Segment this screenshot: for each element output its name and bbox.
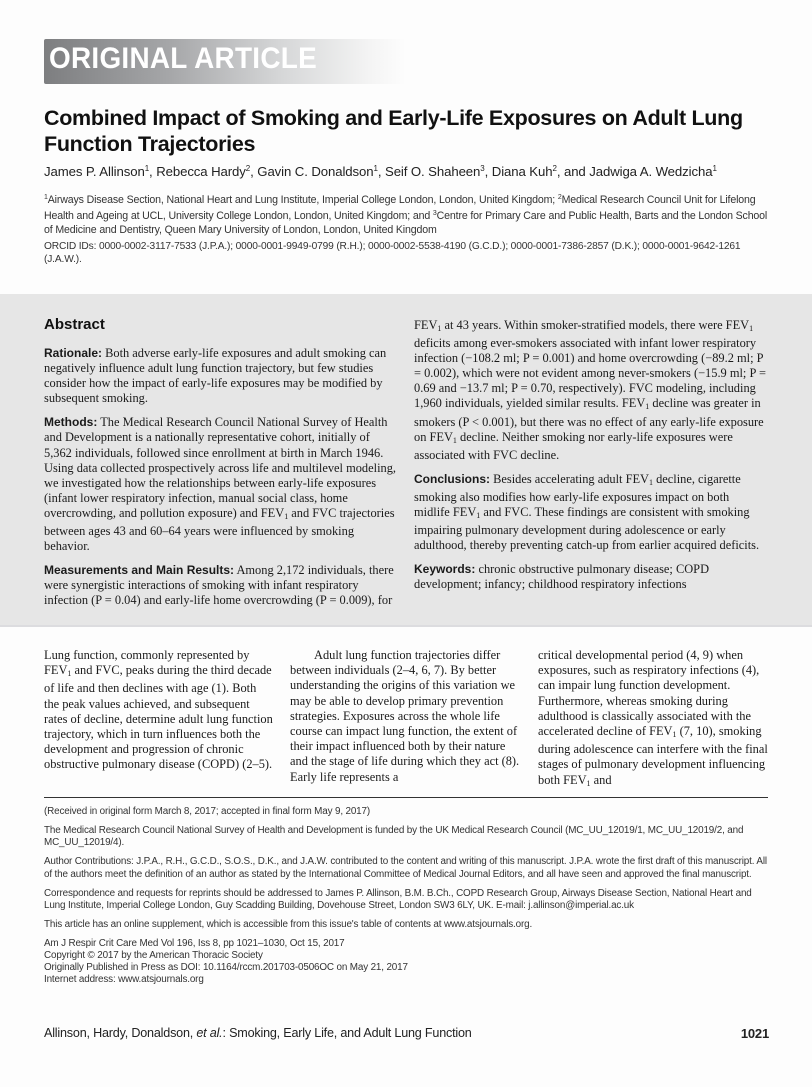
body-paragraph: Adult lung function trajectories differ between individuals (2–4, 6, 7). By better understanding the origins of this variation we may be able to develop primary prevention strategies. Exposures across the whole life course can impact lung function, the extent of their impact influenced both by their nature and the stage of life during which they act (8). Early life represents a: [290, 648, 520, 784]
abstract-results: Measurements and Main Results: Among 2,172 individuals, there were synergistic interactions of smoking with infant respiratory infection (P = 0.04) and early-life home overcrowding (P = 0.009), for: [44, 563, 394, 608]
author-list: [44, 164, 784, 179]
abstract-results-continued: $FEV_1$ at 43 years. Within smoker-stratified models, there were $FEV_1$ deficits among ever-smokers associated with infant lower respiratory infection (−108.2 ml; P = 0.001) and home overcrowding (−89.2 ml; P = 0.002), which were not evident among never-smokers (−15.9 ml; P = 0.69 and −13.7 ml; P = 0.70, respectively). FVC modeling, including 1,960 individuals, yielded similar results. $FEV_1$ decline was greater in smokers (P < 0.001), but there was no effect of any early-life exposure on $FEV_1$ decline. Neither smoking nor early-life exposures were associated with FVC decline.: [414, 318, 766, 462]
citation-line: Am J Respir Crit Care Med Vol 196, Iss 8, pp 1021–1030, Oct 15, 2017: [44, 937, 345, 949]
citation-line: Internet address: www.atsjournals.org: [44, 973, 204, 985]
page-number: 1021: [740, 1026, 769, 1041]
body-column-3: [538, 648, 768, 791]
article-type-label: ORIGINAL ARTICLE: [49, 42, 317, 75]
correspondence-note: Correspondence and requests for reprints should be addressed to James P. Allinson, B.M. B.Ch., COPD Research Group, Airways Disease Section, National Heart and Lung Institute, Imperial College London, Guy Scadding Building, Dovehouse Street, London SW3 6LY, UK. E-mail: j.allinson@imperial.ac.uk: [44, 887, 752, 911]
abstract-methods: Methods: The Medical Research Council National Survey of Health and Development is a nationally representative cohort, initially of 5,362 individuals, followed since enrollment at birth in March 1946. Using data collected prospectively across life and multilevel modeling, we investigated how the relationships between early-life exposures (infant lower respiratory infection, manual social class, home overcrowding, and pollution exposure) and $FEV_1$ and FVC trajectories between ages 43 and 60–64 years were influenced by smoking behavior.: [44, 415, 396, 554]
article-type-banner: [44, 39, 406, 84]
footer-short-title: : Smoking, Early Life, and Adult Lung Function: [222, 1026, 472, 1040]
body-paragraph: Lung function, commonly represented by $FEV_1$ and FVC, peaks during the third decade of life and then declines with age (1). Both the peak values achieved, and subsequent rates of decline, determine adult lung function trajectory, which in turn influences both the development and progression of chronic obstructive pulmonary disease (COPD) (2–5).: [44, 648, 273, 772]
abstract-column-left: [44, 346, 398, 618]
citation-block: [44, 938, 774, 986]
article-title: Combined Impact of Smoking and Early-Life Exposures on Adult Lung Function Trajectories: [44, 106, 743, 156]
abstract-conclusions: Conclusions: Besides accelerating adult $FEV_1$ decline, cigarette smoking also modifies how early-life exposures impact on both midlife $FEV_1$ and FVC. These findings are consistent with smoking impairing pulmonary development during adolescence or early adulthood, thereby preventing catch-up from earlier acquired deficits.: [414, 471, 760, 553]
body-paragraph: critical developmental period (4, 9) when exposures, such as respiratory infections (4), can impair lung function development. Furthermore, whereas smoking during adulthood is classically associated with the accelerated decline of $FEV_1$ (7, 10), smoking during adolescence can interfere with the final stages of pulmonary development influencing both $FEV_1$ and: [538, 648, 768, 788]
abstract-column-right: [414, 318, 768, 602]
received-dates: (Received in original form March 8, 2017; accepted in final form May 9, 2017): [44, 806, 371, 817]
author: Jadwiga A. Wedzicha$^1$: [589, 164, 717, 179]
author: Seif O. Shaheen$^3$,: [385, 164, 492, 179]
body-column-1: [44, 648, 274, 773]
running-footer: [44, 1026, 769, 1040]
abstract-rationale: Rationale: Both adverse early-life exposures and adult smoking can negatively influence adult lung function trajectory, but few studies consider how the impact of early-life exposures may be modified by subsequent smoking.: [44, 346, 387, 406]
footnotes: [44, 806, 774, 986]
citation-line: Originally Published in Press as DOI: 10.1164/rccm.201703-0506OC on May 21, 2017: [44, 961, 408, 973]
citation-line: Copyright © 2017 by the American Thoracic Society: [44, 949, 263, 961]
abstract-heading: Abstract: [44, 316, 105, 333]
orcid-ids: ORCID IDs: 0000-0002-3117-7533 (J.P.A.); 0000-0001-9949-0799 (R.H.); 0000-0002-5538-4190 (G.C.D.); 0000-0001-7386-2857 (D.K.); 0000-0001-9642-1261 (J.A.W.).: [44, 241, 741, 266]
supplement-note: This article has an online supplement, which is accessible from this issue's table of contents at www.atsjournals.org.: [44, 918, 533, 930]
abstract-section: [0, 294, 812, 627]
author-contributions: Author Contributions: J.P.A., R.H., G.C.D., S.O.S., D.K., and J.A.W. contributed to the content and writing of this manuscript. J.P.A. wrote the first draft of this manuscript. All of the authors meet the definition of an author as stated by the International Committee of Medical Journal Editors, and all have seen and approved the final manuscript.: [44, 856, 767, 880]
author: James P. Allinson$^1$,: [44, 164, 157, 179]
funding-note: The Medical Research Council National Survey of Health and Development is funded by the UK Medical Research Council (MC_UU_12019/1, MC_UU_12019/2, and MC_UU_12019/4).: [44, 824, 744, 849]
footer-etal: et al.: [196, 1026, 223, 1040]
footer-authors: Allinson, Hardy, Donaldson,: [44, 1026, 197, 1040]
abstract-keywords: Keywords: chronic obstructive pulmonary disease; COPD development; infancy; childhood respiratory infections: [414, 562, 710, 592]
affiliations: $^1$Airways Disease Section, National Heart and Lung Institute, Imperial College London, London, United Kingdom; $^2$Medical Research Council Unit for Lifelong Health and Ageing at UCL, University College London, London, United Kingdom; and $^3$Centre for Primary Care and Public Health, Barts and the London School of Medicine and Dentistry, Queen Mary University of London, London, United Kingdom: [44, 194, 768, 236]
footnote-divider: [44, 797, 768, 798]
author: Rebecca Hardy$^2$,: [156, 164, 258, 179]
body-column-2: [290, 648, 522, 785]
author: Gavin C. Donaldson$^1$,: [257, 164, 385, 179]
author: Diana Kuh$^2$, and: [491, 164, 590, 179]
